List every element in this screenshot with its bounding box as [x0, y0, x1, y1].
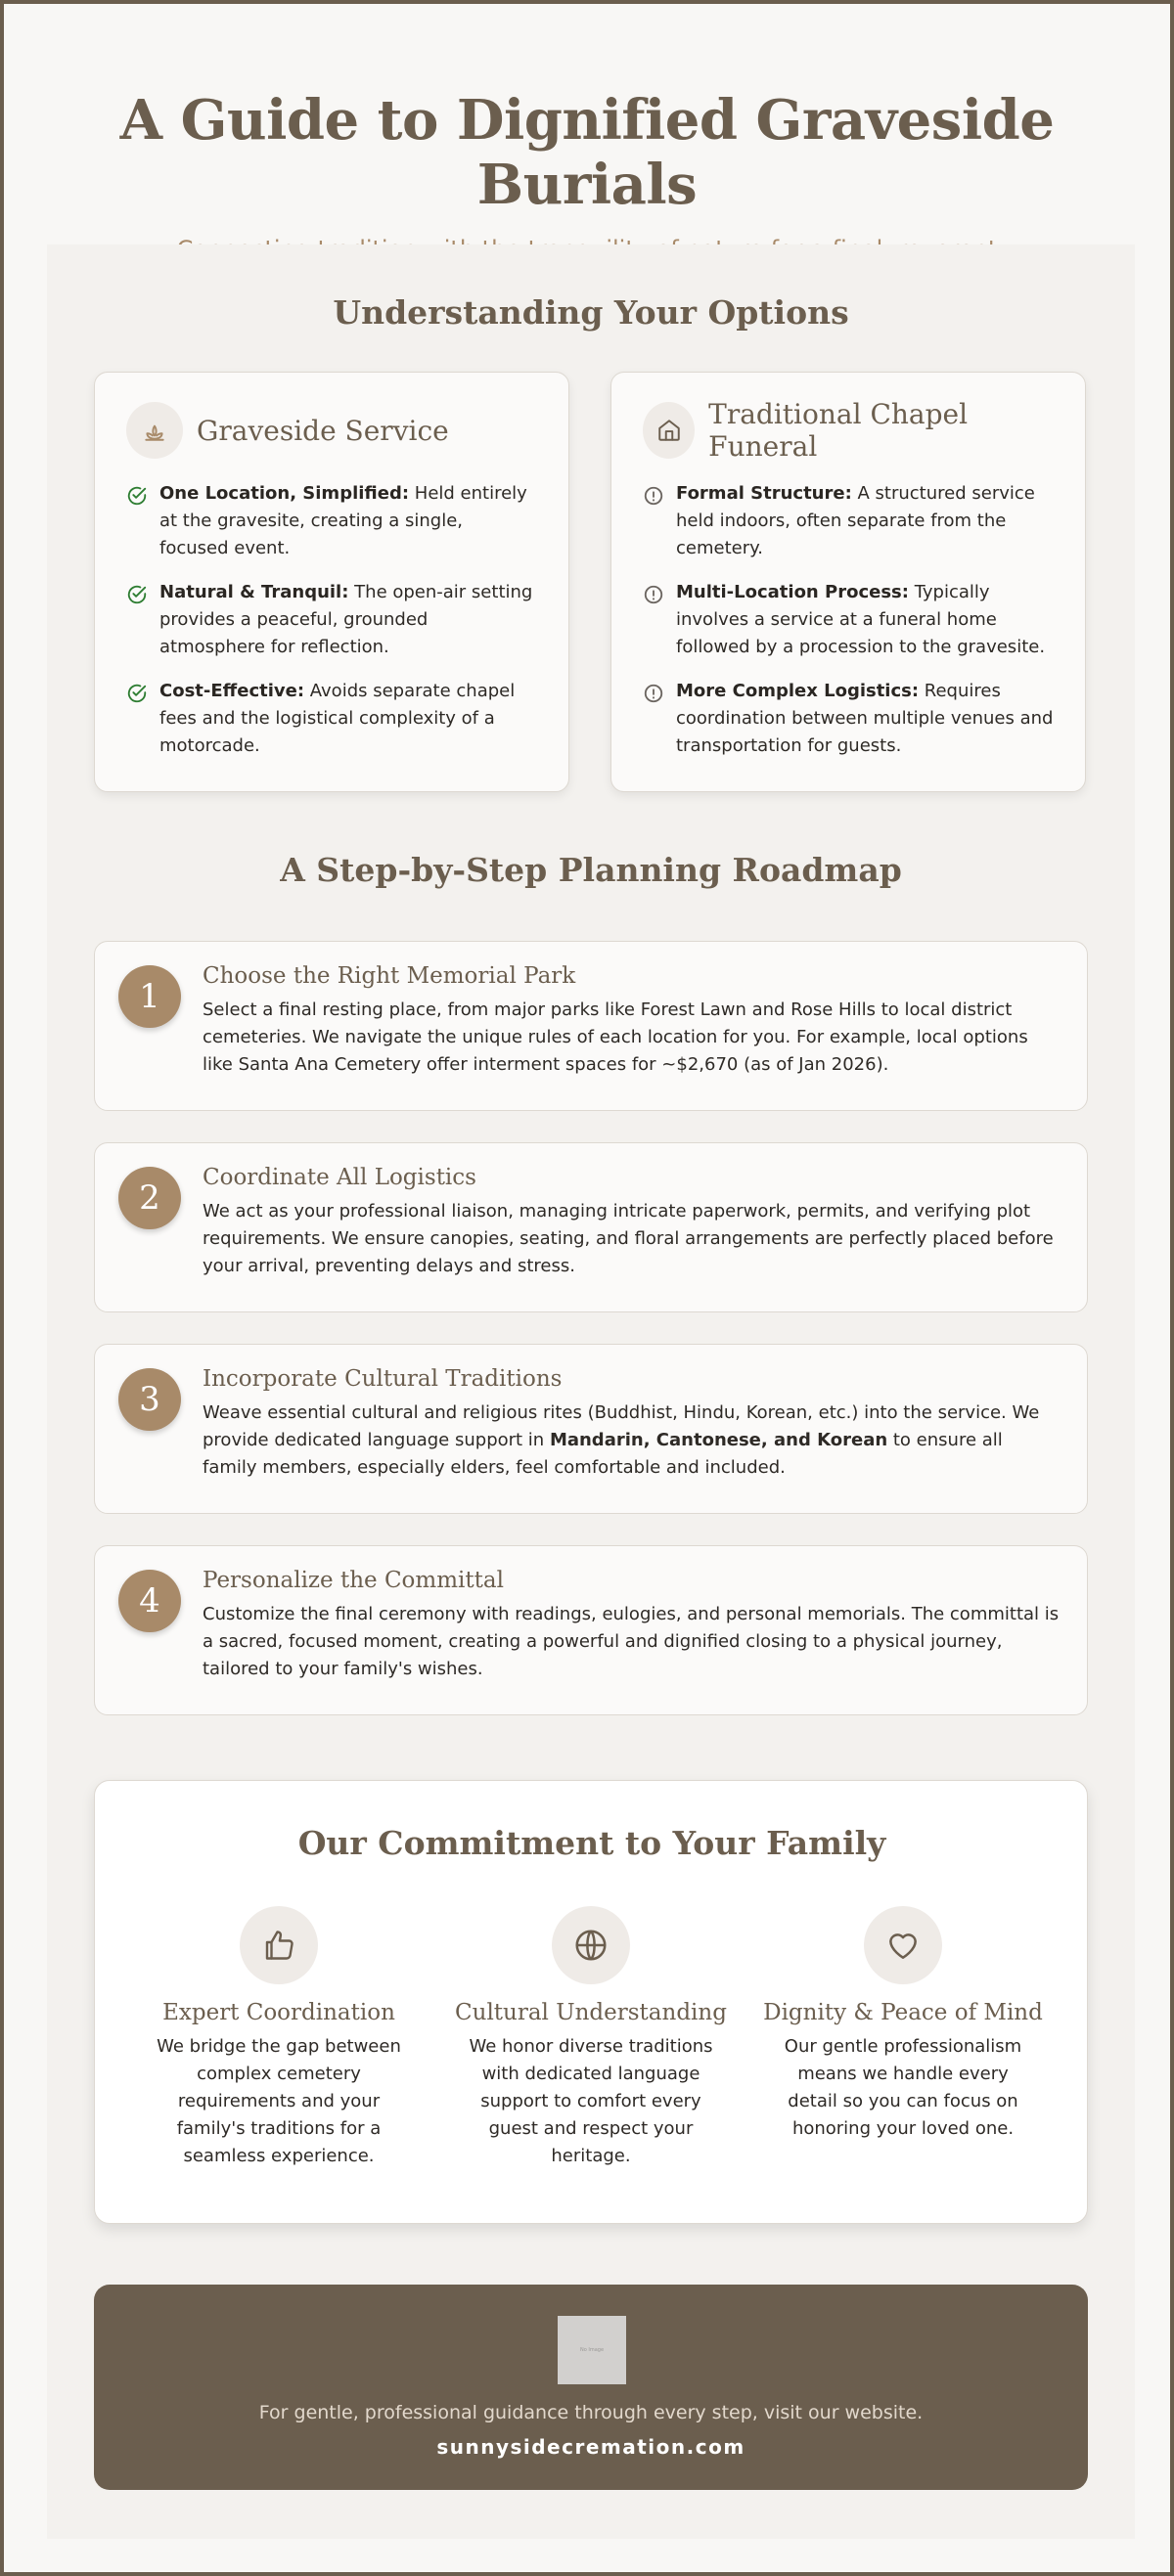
- graveside-item: [126, 579, 537, 661]
- item-text: A structured service held indoors, often separate from the cemetery.: [676, 483, 1035, 558]
- chapel-card: [610, 372, 1086, 792]
- pillar-title: Dignity & Peace of Mind: [763, 2000, 1043, 2025]
- item-heading: Cost-Effective:: [159, 681, 305, 701]
- globe-icon: [552, 1906, 630, 1984]
- step-text: Weave essential cultural and religious rites (Buddhist, Hindu, Korean, etc.) into the service. We provide dedicated language support in Mandarin, Cantonese, and Korean to ensure all family members, especially elders, feel comfortable and included.: [203, 1402, 1040, 1478]
- item-heading: More Complex Logistics:: [676, 681, 920, 701]
- footer-note: For gentle, professional guidance through every step, visit our website.: [258, 2402, 924, 2423]
- pillar-text: Our gentle professionalism means we handle every detail so you can focus on honoring your loved one.: [784, 2036, 1022, 2139]
- commitment-pillar: [756, 1906, 1050, 2143]
- language-list: Mandarin, Cantonese, and Korean: [549, 1430, 888, 1450]
- item-text: Requires coordination between multiple venues and transportation for guests.: [676, 681, 1054, 756]
- step-title: Incorporate Cultural Traditions: [203, 1366, 563, 1392]
- check-circle-icon: [126, 579, 159, 661]
- alert-circle-icon: [643, 579, 676, 661]
- item-text: Typically involves a service at a funeral home followed by a procession to the gravesite.: [676, 582, 1046, 657]
- commitment-title: Our Commitment to Your Family: [297, 1824, 886, 1862]
- step-title: Choose the Right Memorial Park: [203, 963, 576, 989]
- roadmap-title: A Step-by-Step Planning Roadmap: [280, 851, 902, 889]
- item-text: The open-air setting provides a peaceful, grounded atmosphere for reflection.: [159, 582, 533, 657]
- thumbs-up-icon: [240, 1906, 318, 1984]
- alert-circle-icon: [643, 678, 676, 760]
- roadmap-step: [94, 1545, 1088, 1715]
- pillar-title: Cultural Understanding: [455, 2000, 727, 2025]
- step-text: Customize the final ceremony with readings, eulogies, and personal memorials. The committal is a sacred, focused moment, creating a powerful and dignified closing to a physical journey, tailored to your family's wishes.: [203, 1604, 1060, 1679]
- item-heading: One Location, Simplified:: [159, 483, 410, 504]
- home-icon: [643, 402, 695, 459]
- options-title: Understanding Your Options: [333, 293, 849, 332]
- heart-icon: [864, 1906, 942, 1984]
- graveside-item: [126, 678, 537, 760]
- item-heading: Natural & Tranquil:: [159, 582, 349, 602]
- alert-circle-icon: [643, 480, 676, 562]
- pillar-title: Expert Coordination: [162, 2000, 395, 2025]
- step-text: We act as your professional liaison, managing intricate paperwork, permits, and verifying plot requirements. We ensure canopies, seating, and floral arrangements are perfectly placed before your arrival, preventing delays and stress.: [203, 1201, 1054, 1276]
- footer-banner: [94, 2285, 1088, 2490]
- chapel-item: [643, 678, 1054, 760]
- step-text: Select a final resting place, from major parks like Forest Lawn and Rose Hills to local district cemeteries. We navigate the unique rules of each location for you. For example, local options like Santa Ana Cemetery offer interment spaces for ~$2,670 (as of Jan 2026).: [203, 999, 1028, 1075]
- graveside-card: [94, 372, 569, 792]
- company-logo: No Image: [558, 2316, 626, 2384]
- roadmap-step: [94, 941, 1088, 1111]
- chapel-title: Traditional Chapel Funeral: [708, 398, 969, 463]
- item-text: Avoids separate chapel fees and the logistical complexity of a motorcade.: [159, 681, 516, 756]
- page-title: A Guide to Dignified Graveside Burials: [119, 88, 1055, 217]
- step-title: Personalize the Committal: [203, 1568, 504, 1593]
- check-circle-icon: [126, 678, 159, 760]
- commitment-card: [94, 1780, 1088, 2224]
- step-title: Coordinate All Logistics: [203, 1165, 476, 1190]
- roadmap-step: [94, 1142, 1088, 1312]
- lotus-icon: [126, 402, 183, 459]
- content-panel: [47, 244, 1135, 2539]
- step-number-badge: 1: [118, 965, 181, 1028]
- commitment-pillar: [132, 1906, 426, 2170]
- step-number-badge: 3: [118, 1368, 181, 1431]
- pillar-text: We bridge the gap between complex cemetery requirements and your family's traditions for a seamless experience.: [157, 2036, 401, 2166]
- step-number-badge: 2: [118, 1167, 181, 1229]
- chapel-item: [643, 480, 1054, 562]
- chapel-item: [643, 579, 1054, 661]
- pillar-text: We honor diverse traditions with dedicated language support to comfort every guest and respect your heritage.: [469, 2036, 713, 2166]
- item-heading: Multi-Location Process:: [676, 582, 909, 602]
- graveside-item: [126, 480, 537, 562]
- item-text: Held entirely at the gravesite, creating a single, focused event.: [159, 483, 527, 558]
- website-link[interactable]: sunnysidecremation.com: [436, 2435, 745, 2459]
- roadmap-step: [94, 1344, 1088, 1514]
- step-number-badge: 4: [118, 1570, 181, 1632]
- graveside-title: Graveside Service: [197, 414, 449, 447]
- commitment-pillar: [444, 1906, 738, 2170]
- item-heading: Formal Structure:: [676, 483, 852, 504]
- check-circle-icon: [126, 480, 159, 562]
